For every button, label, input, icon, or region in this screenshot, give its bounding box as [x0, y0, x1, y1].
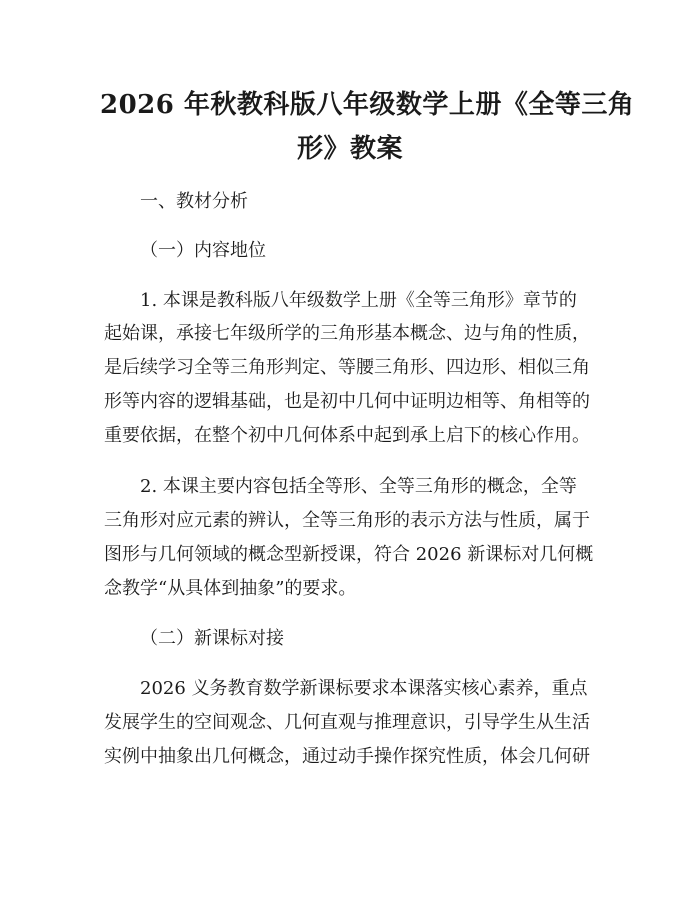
paragraph-line: 图形与几何领域的概念型新授课，符合 2026 新课标对几何概: [104, 544, 594, 565]
paragraph-line: 1. 本课是教科版八年级数学上册《全等三角形》章节的: [140, 290, 577, 311]
document-title-line-1: 2026 年秋教科版八年级数学上册《全等三角: [100, 90, 635, 120]
subsection-heading-curriculum-standard: （二）新课标对接: [140, 628, 284, 649]
subsection-heading-content-position: （一）内容地位: [140, 240, 266, 261]
paragraph-line: 2026 义务教育数学新课标要求本课落实核心素养，重点: [140, 678, 588, 699]
paragraph-line: 重要依据，在整个初中几何体系中起到承上启下的核心作用。: [104, 425, 590, 446]
paragraph-line: 实例中抽象出几何概念，通过动手操作探究性质，体会几何研: [104, 746, 590, 767]
paragraph-line: 发展学生的空间观念、几何直观与推理意识，引导学生从生活: [104, 712, 590, 733]
section-heading: 一、教材分析: [140, 191, 248, 212]
paragraph-line: 2. 本课主要内容包括全等形、全等三角形的概念，全等: [140, 476, 577, 497]
paragraph-line: 是后续学习全等三角形判定、等腰三角形、四边形、相似三角: [104, 357, 590, 378]
paragraph-line: 起始课，承接七年级所学的三角形基本概念、边与角的性质，: [104, 323, 590, 344]
document-title-line-2: 形》教案: [296, 134, 403, 164]
paragraph-line: 念教学“从具体到抽象”的要求。: [104, 578, 357, 599]
paragraph-line: 形等内容的逻辑基础，也是初中几何中证明边相等、角相等的: [104, 391, 590, 412]
paragraph-line: 三角形对应元素的辨认，全等三角形的表示方法与性质，属于: [104, 510, 590, 531]
